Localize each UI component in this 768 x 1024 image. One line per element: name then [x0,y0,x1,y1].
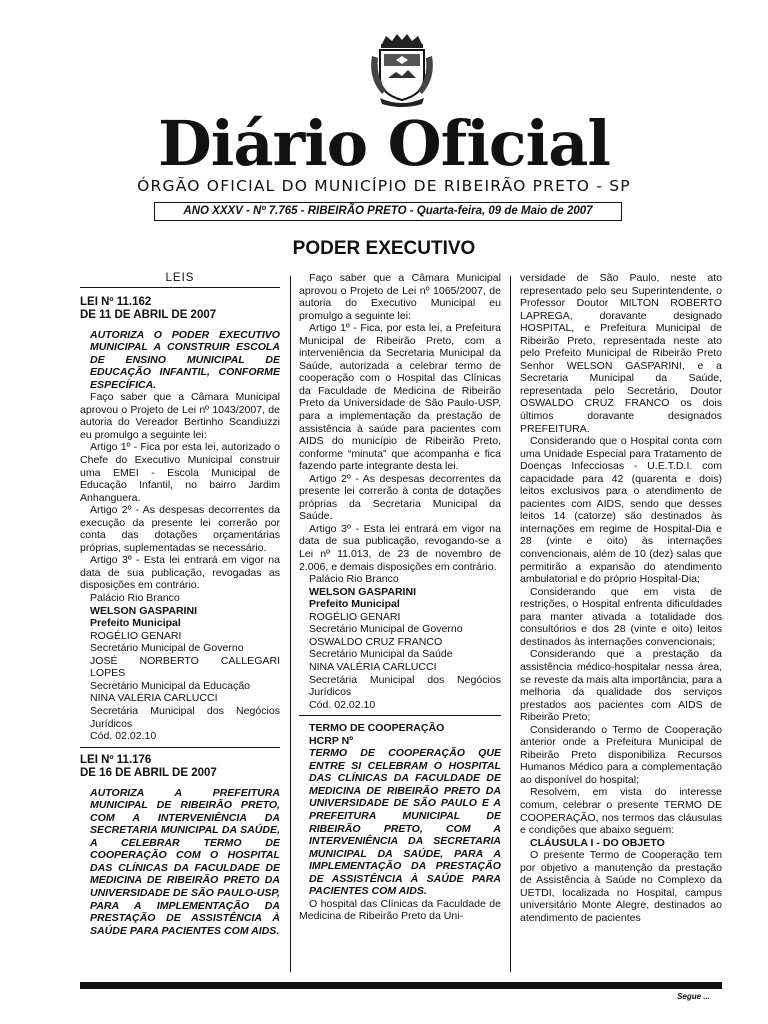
law-number: LEI Nº 11.162 [80,295,152,308]
law-paragraph: Artigo 3º - Esta lei entrará em vigor na data de sua publicação, revogando-se a Lei nº 11.013, de 23 de novembro de 2.006, e demais disposições em contrário. [299,522,501,573]
termo-paragraph: Considerando o Termo de Cooperação anterior onde a Prefeitura Municipal de Ribeirão Preto disponibiliza Recursos Humanos Médico para a complementação ao disponível do hospital; [520,723,722,786]
termo-title: TERMO DE COOPERAÇÃO [309,722,445,735]
signature-line: JOSÉ NORBERTO CALLEGARI LOPES [90,654,280,680]
signature-line: ROGÉLIO GENARI [309,610,401,623]
law-date: DE 11 DE ABRIL DE 2007 [80,309,217,322]
signature-line: NINA VALÉRIA CARLUCCI [309,660,437,673]
termo-paragraph: Considerando que em vista de restrições, o Hospital enfrenta dificuldades para manter ativada a totalidade dos consultórios e dos 28 (vinte e oito) leitos destinados às internações convencionais; [520,585,722,648]
continues-label: Segue ... [677,992,710,1001]
law-paragraph: Faço saber que a Câmara Municipal aprovou o Projeto de Lei nº 1043/2007, de autoria do Vereador Bertinho Scandiuzzi eu promulgo a seguinte lei: [80,391,280,441]
column-divider [510,276,511,972]
law-paragraph: Artigo 3º - Esta lei entrará em vigor na data de sua publicação, revogadas as disposições em contrário. [80,554,280,592]
law-paragraph: Faço saber que a Câmara Municipal aprovou o Projeto de Lei nº 1065/2007, de autoria do Executivo Municipal eu promulgo a seguinte lei: [299,272,501,322]
issue-line: ANO XXXV - Nº 7.765 - RIBEIRÃO PRETO - Quarta-feira, 09 de Maio de 2007 [154,202,622,221]
termo-paragraph: O presente Termo de Cooperação tem por objetivo a manutenção da prestação de Assistência à Saúde no Complexo da UETDI, localizada no Hospital, campus universitário Monte Alegre, destinados ao atendimento de pacientes [520,849,722,924]
termo-paragraph: O hospital das Clínicas da Faculdade de Medicina de Ribeirão Preto da Uni- [299,897,501,923]
law-paragraph: Artigo 1º - Fica por esta lei, autorizado o Chefe do Executivo Municipal construir uma EMEI - Escola Municipal de Educação Infantil, no bairro Jardim Anhanguera. [80,441,280,504]
leis-heading: LEIS [80,272,280,288]
law-ementa: AUTORIZA O PODER EXECUTIVO MUNICIPAL A CONSTRUIR ESCOLA DE ENSINO MUNICIPAL DE EDUCAÇÃO INFANTIL, CONFORME ESPECÍFICA. [90,328,280,391]
signature-line: Secretário Municipal de Governo [309,623,463,636]
section-divider [299,715,501,716]
signature-line: Secretário Municipal da Saúde [309,648,453,661]
section-divider [80,747,280,748]
column-1 [80,272,280,977]
signature-line: Secretário Municipal da Educação [90,679,251,692]
law-date: DE 16 DE ABRIL DE 2007 [80,767,217,780]
termo-number: HCRP Nº [309,734,354,747]
termo-paragraph: Considerando que a prestação da assistência médico-hospitalar nessa área, se reveste da mais alta importância, para a melhoria da qualidade dos serviços prestados aos pacientes com AIDS de Ribeirão Preto; [520,648,722,724]
signature-line: WELSON GASPARINI [90,604,198,617]
signature-line: Palácio Rio Branco [90,592,180,605]
signature-line: OSWALDO CRUZ FRANCO [309,635,443,648]
law-paragraph: Artigo 2º - As despesas decorrentes da presente lei correrão à conta de dotações próprias da Secretaria Municipal da Saúde. [299,472,501,523]
signature-line: WELSON GASPARINI [309,585,417,598]
termo-ementa: TERMO DE COOPERAÇÃO QUE ENTRE SI CELEBRAM O HOSPITAL DAS CLÍNICAS DA FACULDADE DE MEDICINA DE RIBEIRÃO PRETO DA UNIVERSIDADE DE SÃO PAULO E A PREFEITURA MUNICIPAL DE RIBEIRÃO PRETO, COM A INTERVENIÊNCIA DA SECRETARIA MUNICIPAL DA SAÚDE, PARA A IMPLEMENTAÇÃO DA PRESTAÇÃO DE ASSISTÊNCIA À SAÚDE PARA PACIENTES COM AIDS. [309,747,501,898]
signature-line: Palácio Rio Branco [309,573,399,586]
termo-paragraph: Considerando que o Hospital conta com uma Unidade Especial para Tratamento de Doenças Infecciosas - U.E.T.D.I. com capacidade para 42 (quarenta e dois) leitos exclusivos para o atendimento de pacientes com AIDS, sendo que desses leitos 14 (catorze) são destinados às internações em regime de Hospital-Dia e 28 (vinte e oito) às internações convencionais, além de 10 (dez) salas que permitirão a expansão do atendimento ambulatorial e do próprio Hospital-Dia; [520,435,722,586]
termo-paragraph: Resolvem, em vista do interesse comum, celebrar o presente TERMO DE COOPERAÇÃO, nos termos das cláusulas e condições que abaixo seguem: [520,786,722,837]
signature-line: Prefeito Municipal [90,617,181,630]
masthead-title: Diário Oficial [158,107,610,180]
signature-line: NINA VALÉRIA CARLUCCI [90,692,218,705]
law-paragraph: Artigo 1º - Fica, por esta lei, a Prefeitura Municipal de Ribeirão Preto, com a interveniência da Secretaria Municipal da Saúde, autorizada a celebrar termo de cooperação com o Hospital das Clínicas da Faculdade de Medicina de Ribeirão Preto da Universidade de São Paulo-USP, para a implementação da prestação de assistência à saúde para pacientes com AIDS do município de Ribeirão Preto, conforme “minuta” que acompanha e fica fazendo parte integrante desta lei. [299,322,501,473]
code-line: Cód. 02.02.10 [90,730,157,743]
law-paragraph: Artigo 2º - As despesas decorrentes da execução da presente lei correrão por conta das dotações orçamentárias próprias, suplementadas se necessário. [80,504,280,554]
law-ementa: AUTORIZA A PREFEITURA MUNICIPAL DE RIBEIRÃO PRETO, COM A INTERVENIÊNCIA DA SECRETARIA MUNICIPAL DA SAÚDE, A CELEBRAR TERMO DE COOPERAÇÃO COM O HOSPITAL DAS CLÍNICAS DA FACULDADE DE MEDICINA DE RIBEIRÃO PRETO DA UNIVERSIDADE DE SÃO PAULO-USP, PARA A IMPLEMENTAÇÃO DA PRESTAÇÃO DE ASSISTÊNCIA À SAÚDE PARA PACIENTES COM AIDS. [90,786,280,937]
signature-line: Secretária Municipal dos Negócios Jurídicos [90,704,280,730]
signature-line: Secretária Municipal dos Negócios Jurídicos [309,673,501,699]
code-line: Cód. 02.02.10 [309,698,376,711]
signature-line: Prefeito Municipal [309,598,400,611]
column-3 [520,272,722,977]
clause-heading: CLÁUSULA I - DO OBJETO [530,836,665,849]
termo-paragraph: versidade de São Paulo, neste ato representado pelo seu Superintendente, o Professor Doutor MILTON ROBERTO LAPREGA, doravante designado HOSPITAL, e Prefeitura Municipal de Ribeirão Preto, representada neste ato pelo Prefeito Municipal de Ribeirão Preto Senhor WELSON GASPARINI, e a Secretaria Municipal da Saúde, representada pelo Secretário, Doutor OSWALDO CRUZ FRANCO os dois últimos doravante designados PREFEITURA. [520,272,722,435]
signature-line: ROGÉLIO GENARI [90,629,182,642]
column-2 [299,272,501,977]
law-number: LEI Nº 11.176 [80,753,152,766]
footer-bar [80,982,722,989]
section-title: PODER EXECUTIVO [292,238,476,259]
masthead-subtitle: ÓRGÃO OFICIAL DO MUNICÍPIO DE RIBEIRÃO PRETO - SP [137,177,631,195]
column-divider [290,276,291,972]
municipal-coat-of-arms-icon [366,32,438,108]
signature-line: Secretário Municipal de Governo [90,642,244,655]
